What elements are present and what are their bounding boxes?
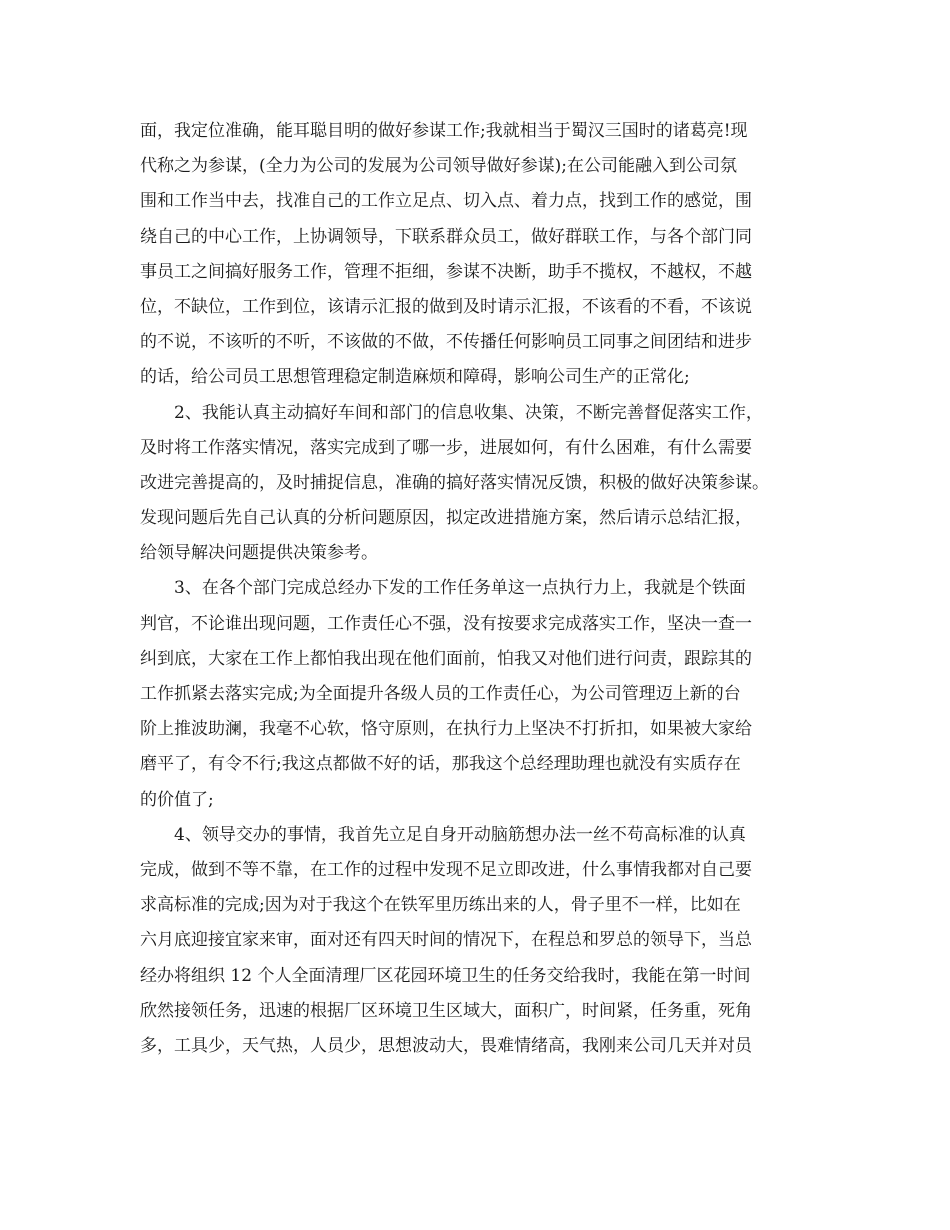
text-line: 工作抓紧去落实完成;为全面提升各级人员的工作责任心，为公司管理迈上新的台 (140, 684, 741, 704)
text-line: 改进完善提高的，及时捕捉信息，准确的搞好落实情况反馈，积极的做好决策参谋。 (140, 472, 769, 493)
text-line: 阶上推波助澜，我毫不心软，恪守原则，在执行力上坚决不打折扣，如果被大家给 (140, 719, 752, 740)
document-body (140, 114, 820, 1064)
text-line: 绕自己的中心工作，上协调领导，下联系群众员工，做好群联工作，与各个部门同 (140, 226, 752, 247)
text-line: 位，不缺位，工作到位，该请示汇报的做到及时请示汇报，不该看的不看，不该说 (140, 296, 752, 317)
text-line: 欣然接领任务，迅速的根据厂区环境卫生区域大，面积广，时间紧，任务重，死角 (140, 1000, 752, 1021)
text-line: 面，我定位准确，能耳聪目明的做好参谋工作;我就相当于蜀汉三国时的诸葛亮!现 (140, 121, 748, 141)
text-line: 及时将工作落实情况，落实完成到了哪一步，进展如何，有什么困难，有什么需要 (140, 437, 752, 458)
paragraph-4-start: 4、领导交办的事情，我首先立足自身开动脑筋想办法一丝不苟高标准的认真 (140, 824, 746, 845)
text-line: 的不说，不该听的不听，不该做的不做，不传播任何影响员工同事之间团结和进步 (140, 332, 752, 353)
text-line: 事员工之间搞好服务工作，管理不拒细，参谋不决断，助手不揽权，不越权，不越 (140, 261, 752, 282)
text-line: 给领导解决问题提供决策参考。 (140, 543, 378, 564)
text-line: 代称之为参谋，(全力为公司的发展为公司领导做好参谋);在公司能融入到公司氛 (140, 156, 737, 177)
text-line: 磨平了，有令不行;我这点都做不好的话，那我这个总经理助理也就没有实质存在 (140, 754, 741, 775)
text-line: 求高标准的完成;因为对于我这个在铁军里历练出来的人，骨子里不一样，比如在 (140, 895, 741, 916)
paragraph-2-start: 2、我能认真主动搞好车间和部门的信息收集、决策，不断完善督促落实工作， (140, 402, 763, 423)
text-line: 的话，给公司员工思想管理稳定制造麻烦和障碍，影响公司生产的正常化; (140, 367, 690, 388)
text-line: 纠到底，大家在工作上都怕我出现在他们面前，怕我又对他们进行问责，跟踪其的 (140, 648, 752, 669)
text-line: 完成，做到不等不靠，在工作的过程中发现不足立即改进，什么事情我都对自己要 (140, 859, 752, 880)
text-line: 经办将组织 12 个人全面清理厂区花园环境卫生的任务交给我时，我能在第一时间 (140, 965, 751, 986)
text-line: 围和工作当中去，找准自己的工作立足点、切入点、着力点，找到工作的感觉，围 (140, 191, 752, 212)
text-line: 判官，不论谁出现问题，工作责任心不强，没有按要求完成落实工作，坚决一查一 (140, 613, 752, 634)
text-line: 发现问题后先自己认真的分析问题原因，拟定改进措施方案，然后请示总结汇报， (140, 508, 752, 529)
paragraph-3-start: 3、在各个部门完成总经办下发的工作任务单这一点执行力上，我就是个铁面 (140, 578, 746, 599)
text-line: 六月底迎接宜家来审，面对还有四天时间的情况下，在程总和罗总的领导下，当总 (140, 930, 752, 951)
text-line: 的价值了; (140, 789, 214, 810)
text-line: 多，工具少，天气热，人员少，思想波动大，畏难情绪高，我刚来公司几天并对员 (140, 1035, 752, 1056)
